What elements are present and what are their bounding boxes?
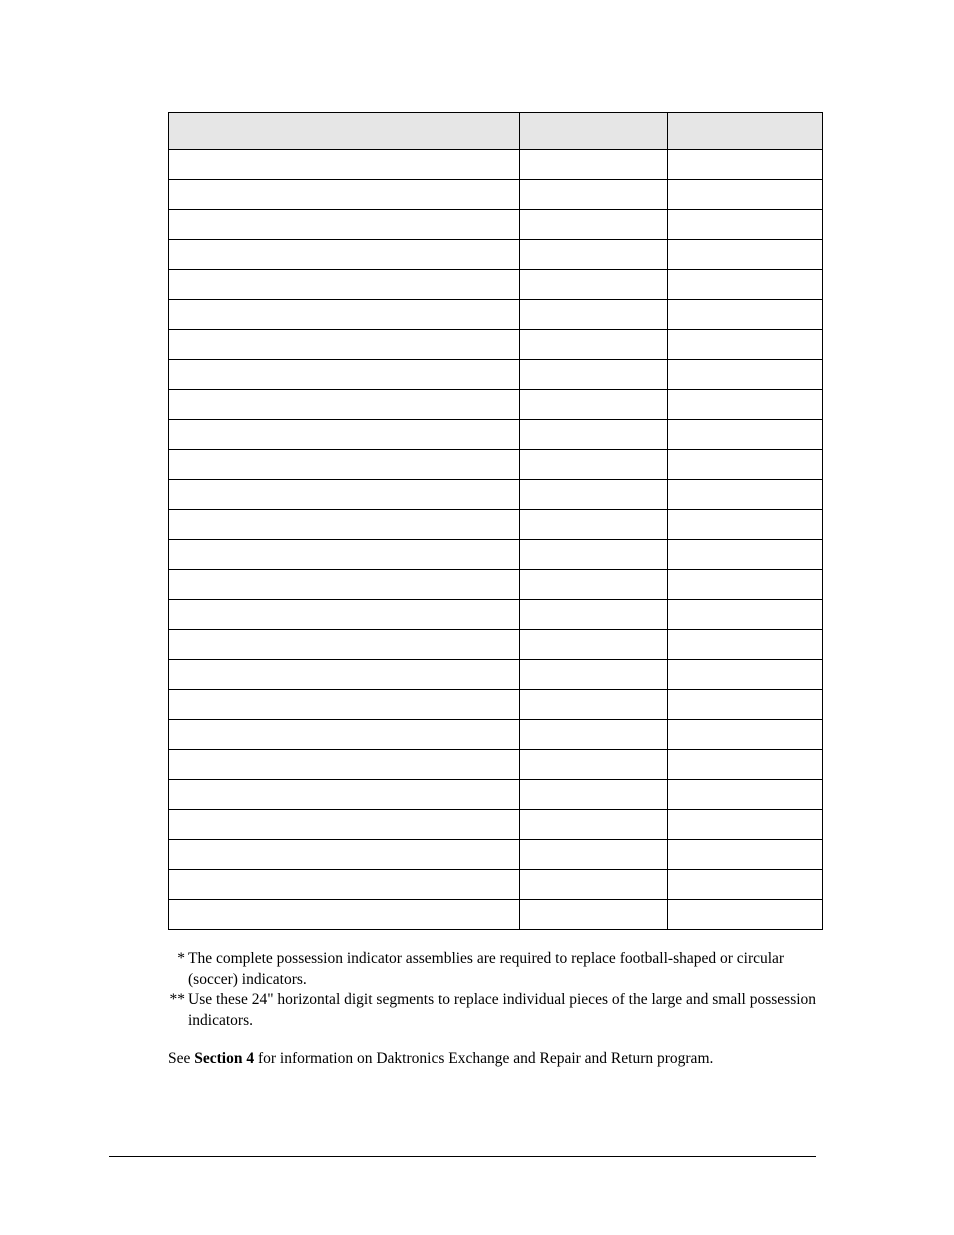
part-number-cell [520, 510, 668, 540]
footnote-1 [168, 949, 828, 990]
description-cell [169, 330, 520, 360]
quantity-cell [668, 900, 823, 930]
footnote-2 [168, 990, 828, 1031]
part-number-cell [520, 900, 668, 930]
description-cell [169, 780, 520, 810]
quantity-cell [668, 750, 823, 780]
description-cell [169, 900, 520, 930]
quantity-cell [668, 660, 823, 690]
table-row [169, 420, 823, 450]
part-number-cell [520, 750, 668, 780]
quantity-cell [668, 330, 823, 360]
description-cell [169, 480, 520, 510]
quantity-cell [668, 810, 823, 840]
quantity-cell [668, 450, 823, 480]
table-row [169, 540, 823, 570]
description-cell [169, 660, 520, 690]
part-number-cell [520, 210, 668, 240]
table-row [169, 900, 823, 930]
quantity-cell [668, 480, 823, 510]
part-number-cell [520, 540, 668, 570]
part-number-cell [520, 660, 668, 690]
description-cell [169, 630, 520, 660]
table-row [169, 780, 823, 810]
description-cell [169, 270, 520, 300]
part-number-cell [520, 180, 668, 210]
footnote-marker: ** [169, 991, 185, 1008]
table-header [169, 113, 823, 150]
table-row [169, 330, 823, 360]
table-row [169, 720, 823, 750]
part-number-cell [520, 810, 668, 840]
part-number-cell [520, 690, 668, 720]
part-number-cell [520, 840, 668, 870]
part-number-cell [520, 600, 668, 630]
description-cell [169, 570, 520, 600]
see-suffix: for information on Daktronics Exchange and Repair and Return program. [254, 1050, 714, 1067]
quantity-cell [668, 600, 823, 630]
header-cell-quantity [668, 113, 823, 150]
description-cell [169, 600, 520, 630]
description-cell [169, 450, 520, 480]
part-number-cell [520, 360, 668, 390]
description-cell [169, 840, 520, 870]
table-row [169, 360, 823, 390]
quantity-cell [668, 570, 823, 600]
quantity-cell [668, 420, 823, 450]
description-cell [169, 510, 520, 540]
table-row [169, 840, 823, 870]
header-cell-part-number [520, 113, 668, 150]
part-number-cell [520, 780, 668, 810]
quantity-cell [668, 390, 823, 420]
table-row [169, 180, 823, 210]
table-row [169, 480, 823, 510]
table-row [169, 870, 823, 900]
table-row [169, 270, 823, 300]
see-section-note [168, 1049, 868, 1069]
quantity-cell [668, 840, 823, 870]
table-row [169, 810, 823, 840]
quantity-cell [668, 240, 823, 270]
part-number-cell [520, 570, 668, 600]
table-row [169, 600, 823, 630]
quantity-cell [668, 540, 823, 570]
description-cell [169, 210, 520, 240]
part-number-cell [520, 450, 668, 480]
quantity-cell [668, 720, 823, 750]
table-row [169, 300, 823, 330]
part-number-cell [520, 330, 668, 360]
part-number-cell [520, 240, 668, 270]
part-number-cell [520, 630, 668, 660]
part-number-cell [520, 390, 668, 420]
table-row [169, 510, 823, 540]
section-reference: Section 4 [194, 1050, 255, 1067]
table-row [169, 660, 823, 690]
description-cell [169, 390, 520, 420]
quantity-cell [668, 270, 823, 300]
footnote-text: The complete possession indicator assemblies are required to replace football-shaped or circular (soccer) indicators. [188, 950, 785, 988]
quantity-cell [668, 150, 823, 180]
quantity-cell [668, 180, 823, 210]
description-cell [169, 300, 520, 330]
description-cell [169, 750, 520, 780]
description-cell [169, 180, 520, 210]
quantity-cell [668, 630, 823, 660]
description-cell [169, 870, 520, 900]
description-cell [169, 420, 520, 450]
see-prefix: See [168, 1050, 195, 1067]
footnote-marker: * [177, 950, 185, 967]
table-row [169, 630, 823, 660]
part-number-cell [520, 270, 668, 300]
header-cell-description [169, 113, 520, 150]
table-row [169, 690, 823, 720]
description-cell [169, 240, 520, 270]
part-number-cell [520, 480, 668, 510]
parts-table [168, 112, 823, 930]
table-body [169, 150, 823, 930]
footnote-text: Use these 24" horizontal digit segments to replace individual pieces of the large and small possession indicators. [188, 991, 817, 1029]
description-cell [169, 810, 520, 840]
table-row [169, 450, 823, 480]
part-number-cell [520, 300, 668, 330]
quantity-cell [668, 300, 823, 330]
table-row [169, 570, 823, 600]
table-row [169, 150, 823, 180]
description-cell [169, 540, 520, 570]
quantity-cell [668, 360, 823, 390]
quantity-cell [668, 870, 823, 900]
description-cell [169, 720, 520, 750]
table-row [169, 210, 823, 240]
table-row [169, 390, 823, 420]
description-cell [169, 690, 520, 720]
part-number-cell [520, 720, 668, 750]
quantity-cell [668, 780, 823, 810]
quantity-cell [668, 210, 823, 240]
table-header-row [169, 113, 823, 150]
footer-divider [109, 1156, 816, 1157]
footnotes [168, 949, 828, 1031]
part-number-cell [520, 870, 668, 900]
part-number-cell [520, 150, 668, 180]
table-row [169, 750, 823, 780]
table-row [169, 240, 823, 270]
quantity-cell [668, 690, 823, 720]
description-cell [169, 360, 520, 390]
part-number-cell [520, 420, 668, 450]
description-cell [169, 150, 520, 180]
quantity-cell [668, 510, 823, 540]
